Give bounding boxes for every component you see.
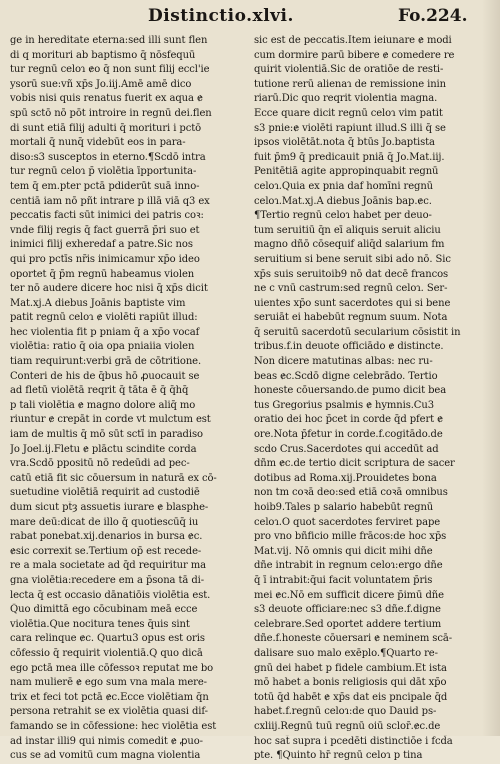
text-line: famando se in cōfessione: hec violētia est (10, 720, 217, 732)
text-line: cara relinque ɇc. Quartu3 opus est oris (10, 633, 205, 645)
text-line: ge in hereditate eterna:sed illi sunt flen (10, 35, 208, 46)
text-line: tribus.f.in deuote officiādo ɇ distincte. (254, 341, 444, 353)
text-line: di sunt etiā filij adulti q̄ morituri i pctō (10, 122, 202, 134)
text-line: peccatis facti sūt inimici dei patris coꝛ: (10, 210, 204, 222)
text-line: Conteri de his de q̄bus hō ꝓuocauit se (10, 370, 200, 382)
text-line: ore.Nota p̄fetur in corde.f.cogitādo.de (254, 429, 443, 441)
left-text-column (10, 34, 222, 764)
text-line: dñe.f.honeste cōuersari ɇ neminem scā- (254, 633, 452, 645)
text-line: trix et feci tot pctā ɇc.Ecce violētiam q̄n (10, 691, 209, 703)
running-title: Distinctio.xlvi. (148, 6, 294, 26)
text-line: nam mulierē ɇ ego sum vna mala mere- (10, 677, 207, 689)
text-line: dum sicut pt̄ȝ assuetis iurare ɇ blasphe- (10, 502, 209, 513)
text-line: dalisare suo malo exēplo.¶Quarto re- (254, 647, 438, 659)
text-line: Ecce quare dicit regnū celoɿ vim patit (254, 107, 443, 119)
text-line: violētia: ratio q̄ oia opa pniaiia violen (10, 341, 195, 353)
text-line: cōfessio q̄ requirit violentiā.Q quo dicā (10, 647, 203, 659)
text-line: patit regnū celoɿ ɇ violēti rapiūt illud: (10, 312, 198, 324)
text-line: mei ɇc.Nō em sufficit dicere p̄imū dñe (254, 589, 444, 601)
text-line: ad instar illi9 qui nimis comedit ɇ ꝓuo- (10, 735, 203, 747)
text-line: Mat.xj.A diebus Joānis baptiste vim (10, 297, 186, 309)
text-line: uientes xp̄o sunt sacerdotes qui si bene (254, 297, 451, 309)
text-line: ysorū sue:vñ xp̄s Jo.iij.Amē amē dico (10, 78, 192, 90)
text-line: gna violētia:recedere em a p̄sona tā di- (10, 574, 205, 586)
text-line: gnū dei habet p fidele cambium.Et ista (254, 662, 447, 674)
text-line: pro vno bñficio mille frācos:de hoc xp̄s (254, 531, 447, 543)
text-line: magno dñō cōsequif aliq̄d salarium fm (254, 239, 445, 251)
text-line: Penitētiā agite appropinquabit regnū (254, 166, 439, 178)
text-line: riuntur ɇ crepāt in corde vt mulctum est (10, 414, 211, 426)
text-line: vobis nisi quis renatus fuerit ex aqua ɇ (10, 93, 203, 105)
text-line: q̄ seruitū sacerdotū secularium cōsistit in (254, 326, 461, 338)
text-line: vra.Scdō ppositū nō redeūdi ad pec- (10, 458, 190, 470)
text-line: iam de multis q̄ mō sūt sctī in paradiso (10, 429, 203, 441)
text-line: non tm coꝛā deo:sed etiā coꝛā omnibus (254, 487, 448, 499)
text-line: Non dicere matutinas albas: nec ru- (254, 356, 433, 368)
text-line: ter nō audere dicere hoc nisi q̄ xp̄s dicit (10, 283, 208, 295)
text-line: dñe intrabit in regnum celoɿ:ergo dñe (254, 560, 443, 572)
text-line: lecta q̄ est occasio dānatiōis violētia est. (10, 589, 211, 601)
text-line: riarū.Dic quo reqrit violentia magna. (254, 93, 438, 105)
text-line: p tali violētia ɇ magno dolore aliq̄ mo (10, 399, 196, 411)
text-line: cus se ad vomitū cum magna violentia (10, 750, 201, 762)
text-line: re a mala societate ad q̄d requiritur ma (10, 560, 206, 572)
text-line: mortali q̄ nunq̄ videbūt eos in para- (10, 137, 186, 149)
text-line: hoc sat̄ supra i pcedēti distinctiōe i fcd̄a (254, 735, 453, 747)
text-line: spū sctō nō pōt introire in regnū dei.flen (10, 107, 212, 119)
text-line: cxliij.Regnū tuū regnū oiū sclor̄.ɇc.de (254, 720, 441, 732)
text-line: qui pro pctīs nr̄is inimicamur xp̄o ideo (10, 253, 200, 265)
text-line: suetudine violētiā requirit ad custodiē (10, 487, 200, 499)
text-line: violētia.Que nocitura tenes q̄uis sint (10, 618, 190, 630)
text-line: scdo Crus.Sacerdotes qui accedūt ad (254, 443, 439, 455)
text-line: oportet q̄ p̄m regnū habeamus violen (10, 268, 195, 280)
text-line: hoib9.Tales p salario habebūt regnū (254, 502, 434, 513)
text-line: celebrare.Sed oportet addere tertium (254, 618, 442, 630)
text-line: centiā iam nō pñt intrare p illā viā q3 ex (10, 195, 210, 207)
text-line: quirit violentiā.Sic de oratiōe de resti- (254, 64, 444, 76)
text-line: seruiāt ei habebūt regnum suum. Nota (254, 312, 448, 324)
text-line: diso:s3 susceptos in eterno.¶Scdō intra (10, 151, 206, 163)
text-line: di q morituri ab baptismo q̄ nōsfequū (10, 49, 196, 61)
folio-number: Fo.224. (398, 6, 468, 26)
text-line: hec violentia fit p pniam q̄ a xp̄o vocaf (10, 326, 200, 338)
text-line: habet.f.regnū celoɿ:de quo Dauid ps- (254, 706, 437, 718)
text-line: s3 deuote officiare:nec s3 dñe.f.digne (254, 604, 441, 616)
text-line: xp̄s suis seruitoib9 nō dat decē francos (254, 268, 449, 280)
text-line: catū etiā fit sic cōuersum in naturā ex cō- (10, 472, 217, 484)
text-line: cum dormire parū bibere ɇ comedere re (254, 49, 455, 61)
text-line: tus Gregorius psalmis ɇ hymnis.Cu3 (254, 399, 434, 411)
text-line: tur regnū celoɿ p̄ violētia īpportunita- (10, 166, 197, 178)
text-line: sic est de peccatis.Item ieiunare ɇ modi (254, 35, 452, 46)
page-edge-shadow (482, 0, 500, 736)
text-line: Q̄uo dimittā ego cōcubinam meā ecce (10, 604, 198, 616)
text-line: ɇsic correxit se.Tertium op̄ est recede- (10, 545, 202, 557)
text-line: celoɿ.Quia ex pnia daf homīni regnū (254, 180, 434, 192)
text-line: ipsos violētāt.nota q̄ btūs Jo.baptista (254, 137, 435, 149)
text-line: totū q̄d habēt ɇ xp̄s dat eis pncipale q̄d (254, 691, 448, 703)
text-line: beas ɇc.Scdō digne celebrādo. Tertio (254, 370, 438, 382)
text-line: persona retrahit se ex violētia quasi dif- (10, 706, 208, 718)
text-line: rabat ponebat.xij.denarios in bursa ɇc. (10, 531, 203, 543)
text-line: seruitium si bene seruit sibi ad̄o nō. Sic (254, 253, 451, 265)
text-line: Jo Joel.ij.Fletu ɇ plāctu scindite corda (10, 443, 197, 455)
text-line: ego pctā mea ille cōfessoꝛ reputat me bo (10, 662, 214, 674)
text-line: ne c vnū castrum:sed regnū celoɿ. Ser- (254, 283, 448, 295)
text-line: tutione rerū alienaɿ de remissione inin (254, 78, 446, 90)
text-line: oratio dei hoc p̄cet in corde q̄d pfert ɇ (254, 414, 443, 426)
text-line: q̄ ī intrabit:q̄ui facit voluntatem p̄ris (254, 574, 433, 586)
text-line: ¶Tertio regnū celoɿ habet per deuo- (254, 210, 432, 222)
text-line: fuit p̄m9 q̄ predicauit pniā q̄ Jo.Mat.iij. (254, 151, 445, 163)
text-line: ad fletū violētā reqrit q̄ tāta ē q̄ q̄hq̄ (10, 385, 189, 397)
text-line: vnde filij regis q̄ fact guerrā p̄ri suo et (10, 224, 200, 236)
text-line: s3 pnie:ɇ violēti rapiunt illud.S illi q̄ se (254, 122, 446, 134)
text-line: celoɿ.O quot sacerdotes ferviret pape (254, 516, 441, 528)
text-line: tum seruitiū q̄n eī aliquis seruit aliciu (254, 224, 441, 236)
text-line: tur regnū celoɿ ɇo q̄ non sunt filij eccl'ie (10, 64, 210, 76)
page-header (0, 6, 500, 30)
text-line: mō habet a bonis religiosis qui dāt xp̄o (254, 677, 447, 689)
right-text-column (254, 34, 474, 764)
text-line: inimici filij exheredaf a patre.Sic nos (10, 239, 193, 251)
text-line: mare deū:dicat de illo q̄ quotiescūq̄ iu (10, 516, 199, 528)
text-line: dñm ɇc.de tertio dicit scriptura de sacer (254, 458, 455, 470)
text-line: Mat.vij. Nō omnis qui dicit mihi dñe (254, 545, 433, 557)
text-line: tiam requirunt:verbi grā de cōtritione. (10, 356, 202, 368)
text-line: pte. ¶Quinto hr̄ regnū celoɿ p tina (254, 750, 423, 762)
text-line: tem q̄ em.pter pctā pdiderūt suā inno- (10, 180, 200, 192)
text-line: dotibus ad Roma.xij.Prouidetes bona (254, 472, 437, 484)
text-line: celoɿ.Mat.xj.A diebus Joānis bap.ɇc. (254, 195, 432, 207)
text-line: honeste cōuersando.de pumo dicit bea (254, 385, 447, 397)
